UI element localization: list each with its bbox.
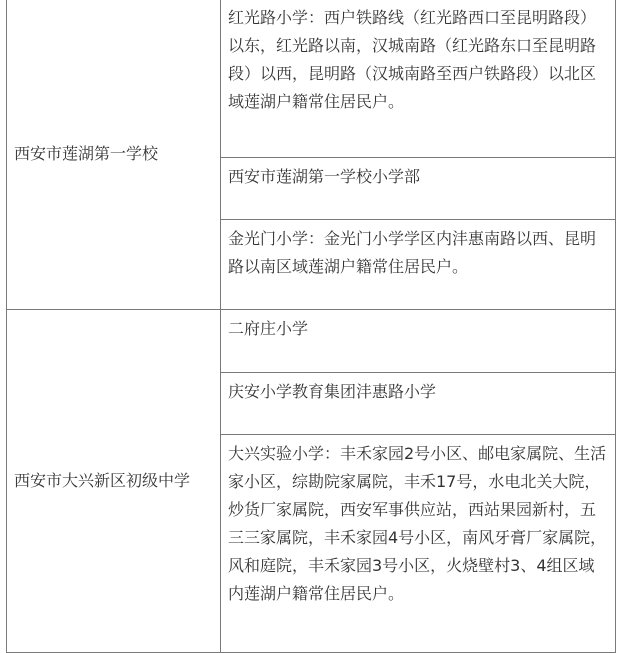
area-text: 红光路小学：西户铁路线（红光路西口至昆明路段）以东，红光路以南，汉城南路（红光路东口至昆明路段）以西，昆明路（汉城南路至西户铁路段）以北区域莲湖户籍常住居民户。 <box>228 8 597 111</box>
area-cell <box>221 310 616 373</box>
area-text: 二府庄小学 <box>228 319 309 338</box>
school-district-table <box>6 0 616 653</box>
table-row <box>7 0 616 158</box>
school-name: 西安市大兴新区初级中学 <box>14 471 191 490</box>
area-text: 金光门小学：金光门小学学区内沣惠南路以西、昆明路以南区域莲湖户籍常住居民户。 <box>228 229 597 276</box>
area-cell <box>221 435 616 653</box>
area-cell <box>221 373 616 435</box>
table-row <box>7 310 616 373</box>
area-text: 大兴实验小学：丰禾家园2号小区、邮电家属院、生活家小区，综勘院家属院，丰禾17号，水电北关大院，炒货厂家属院，西安军事供应站，西站果园新村，五三三家属院，丰禾家园4号小区，南风牙膏厂家属院，风和庭院，丰禾家园3号小区，火烧壁村3、4组区域内莲湖户籍常住居民户。 <box>228 444 607 603</box>
school-name-cell <box>7 310 221 653</box>
area-cell <box>221 220 616 310</box>
area-cell <box>221 0 616 158</box>
school-name: 西安市莲湖第一学校 <box>14 144 159 163</box>
school-name-cell <box>7 0 221 310</box>
area-text: 西安市莲湖第一学校小学部 <box>228 167 421 186</box>
area-text: 庆安小学教育集团沣惠路小学 <box>228 382 437 401</box>
area-cell <box>221 158 616 220</box>
